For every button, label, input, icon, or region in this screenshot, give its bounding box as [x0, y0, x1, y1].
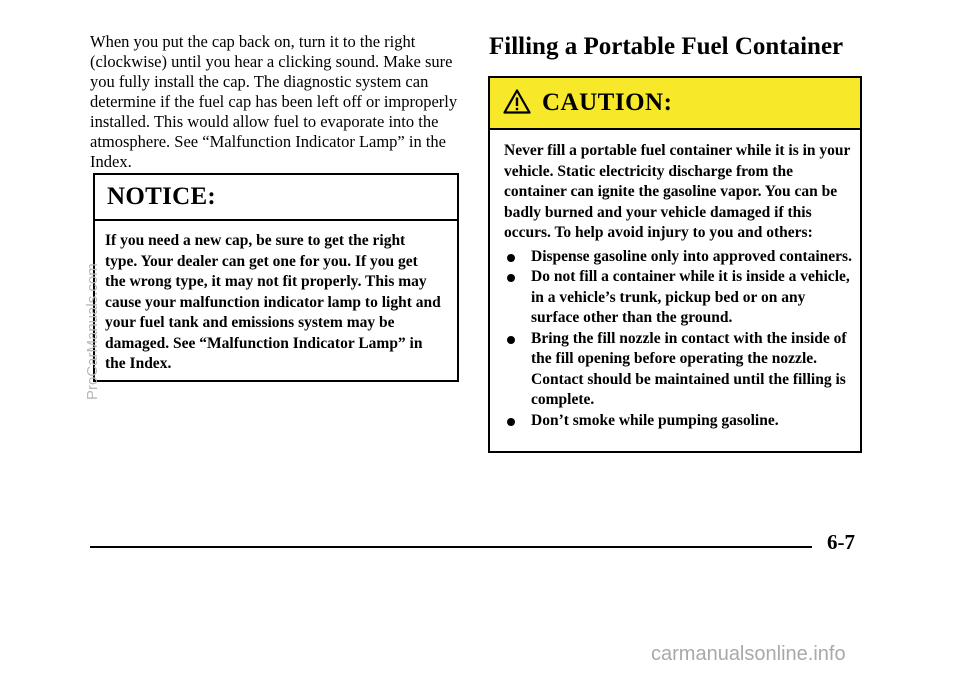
bullet-text: Don’t smoke while pumping gasoline.	[531, 411, 779, 429]
page-number: 6-7	[827, 530, 855, 554]
footer-divider	[90, 546, 812, 548]
bullet-icon	[507, 254, 515, 262]
bullet-text: Bring the fill nozzle in contact with the inside of the fill opening before operating the nozzle. Contact should be maintained until the filling is complete.	[531, 329, 847, 408]
list-item	[504, 247, 854, 268]
warning-triangle-icon	[503, 89, 531, 114]
list-item	[504, 411, 854, 432]
bullet-icon	[507, 274, 515, 282]
notice-divider	[95, 219, 457, 221]
list-item	[504, 329, 854, 411]
bullet-text: Do not fill a container while it is inside a vehicle, in a vehicle’s trunk, pickup bed or on any surface other than the ground.	[531, 268, 850, 326]
side-watermark: ProCarManuals.com	[84, 263, 101, 400]
bottom-watermark: carmanualsonline.info	[651, 643, 846, 665]
caution-box	[488, 76, 862, 453]
notice-title: NOTICE:	[107, 183, 217, 210]
notice-text: If you need a new cap, be sure to get the right type. Your dealer can get one for you. If you get the wrong type, it may not fit properly. This may cause your malfunction indicator lamp to light and your fuel tank and emissions system may be damaged. See “Malfunction Indicator Lamp” in the Index.	[105, 232, 441, 372]
fuel-cap-paragraph-block	[90, 32, 465, 172]
caution-bullet-list	[504, 247, 854, 432]
section-title: Filling a Portable Fuel Container	[489, 33, 844, 60]
fuel-cap-paragraph: When you put the cap back on, turn it to the right (clockwise) until you hear a clicking sound. Make sure you fully install the cap. The diagnostic system can determine if the fuel cap has been left off or improperly installed. This would allow fuel to evaporate into the atmosphere. See “Malfunction Indicator Lamp” in the Index.	[90, 32, 458, 171]
bullet-icon	[507, 336, 515, 344]
list-item	[504, 267, 854, 329]
caution-header	[490, 78, 860, 130]
caution-body	[504, 141, 854, 431]
caution-intro: Never fill a portable fuel container while it is in your vehicle. Static electricity discharge from the container can ignite the gasoline vapor. You can be badly burned and your vehicle damaged if this occurs. To help avoid injury to you and others:	[504, 142, 851, 241]
notice-box	[93, 173, 459, 382]
bullet-icon	[507, 418, 515, 426]
bullet-text: Dispense gasoline only into approved containers.	[531, 247, 852, 265]
caution-label: CAUTION:	[542, 89, 673, 116]
